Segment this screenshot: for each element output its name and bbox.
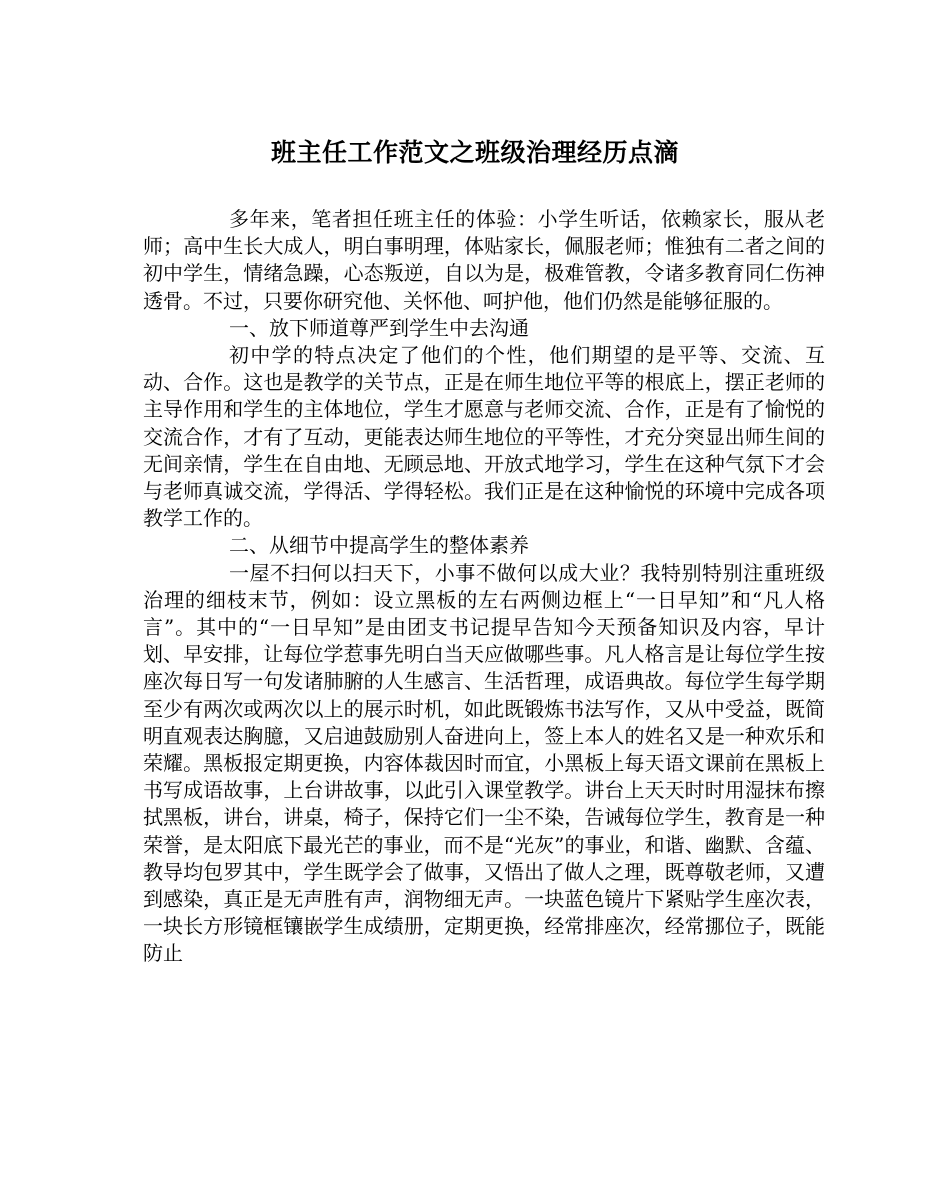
section-heading-2: 二、从细节中提高学生的整体素养: [229, 533, 529, 558]
paragraph-intro: 多年来，笔者担任班主任的体验：小学生听话，依赖家长，服从老师；高中生长大成人，明白事明理，体贴家长，佩服老师；惟独有二者之间的初中学生，情绪急躁，心态叛逆，自以为是，极难管教，令诸多教育同仁伤神透骨。不过，只要你研究他、关怀他、呵护他，他们仍然是能够征服的。: [143, 207, 825, 313]
document-body: [143, 206, 825, 968]
paragraph-details: 一屋不扫何以扫天下，小事不做何以成大业？我特别特别注重班级治理的细枝末节，例如：设立黑板的左右两侧边框上“一日早知”和“凡人格言”。其中的“一日早知”是由团支书记提早告知今天预备知识及内容，早计划、早安排，让每位学惹事先明白当天应做哪些事。凡人格言是让每位学生按座次每日写一句发诸肺腑的人生感言、生活哲理，成语典故。每位学生每学期至少有两次或两次以上的展示时机，如此既锻炼书法写作，又从中受益，既简明直观表达胸臆，又启迪鼓励别人奋进向上，签上本人的姓名又是一种欢乐和荣耀。黑板报定期更换，内容体裁因时而宜，小黑板上每天语文课前在黑板上书写成语故事，上台讲故事，以此引入课堂教学。讲台上天天时时用湿抹布擦拭黑板，讲台，讲桌，椅子，保持它们一尘不染，告诫每位学生，教育是一种荣誉，是太阳底下最光芒的事业，而不是“光灰”的事业，和谐、幽默、含蕴、教导均包罗其中，学生既学会了做事，又悟出了做人之理，既尊敬老师，又遭到感染，真正是无声胜有声，润物细无声。一块蓝色镜片下紧贴学生座次表，一块长方形镜框镶嵌学生成绩册，定期更换，经常排座次，经常挪位子，既能防止: [143, 560, 825, 966]
document-title: 班主任工作范文之班级治理经历点滴: [270, 138, 679, 167]
paragraph-communication: 初中学的特点决定了他们的个性，他们期望的是平等、交流、互动、合作。这也是教学的关节点，正是在师生地位平等的根底上，摆正老师的主导作用和学生的主体地位，学生才愿意与老师交流、合作，正是有了愉悦的交流合作，才有了互动，更能表达师生地位的平等性，才充分突显出师生间的无间亲情，学生在自由地、无顾忌地、开放式地学习，学生在这种气氛下才会与老师真诚交流，学得活、学得轻松。我们正是在这种愉悦的环境中完成各项教学工作的。: [143, 343, 825, 531]
section-heading-1: 一、放下师道尊严到学生中去沟通: [229, 315, 529, 340]
